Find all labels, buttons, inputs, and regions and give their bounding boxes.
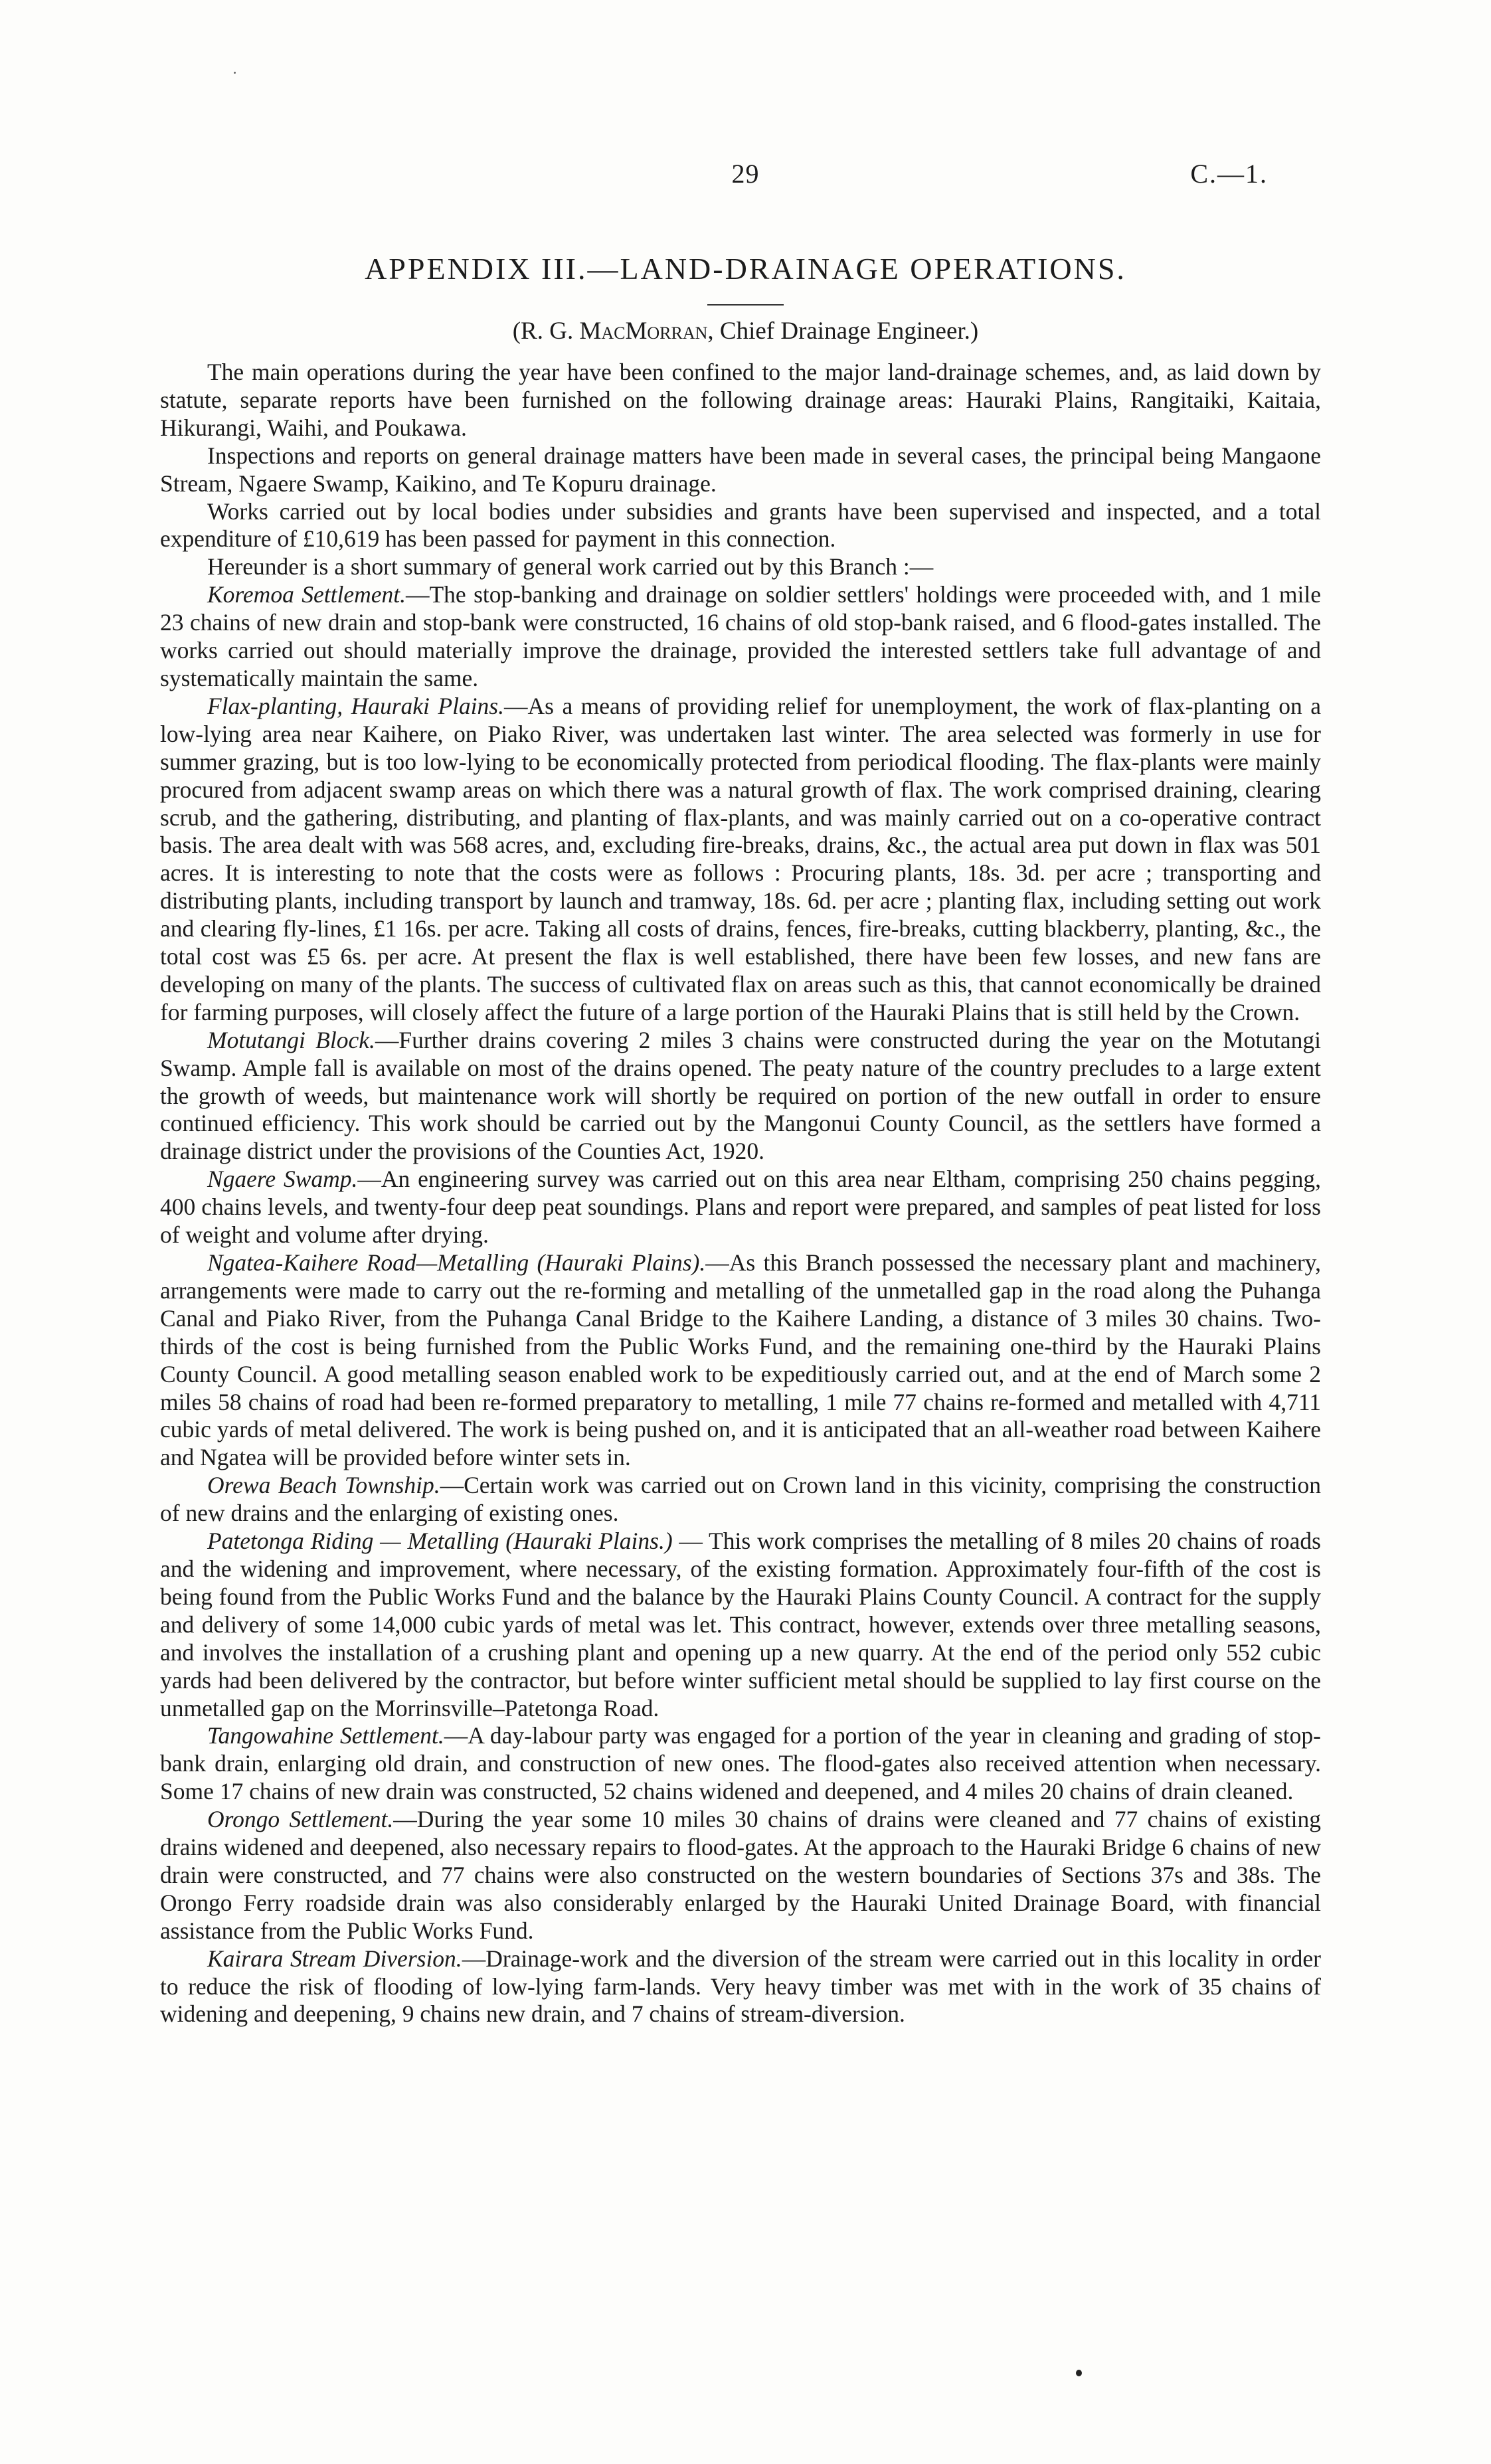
appendix-title: APPENDIX III.—LAND-DRAINAGE OPERATIONS.	[365, 252, 1126, 286]
paragraph-heading: Orewa Beach Township.	[207, 1472, 440, 1499]
paragraph-ngatea-kaihere-road	[160, 1249, 1321, 1472]
paragraph-heading: Motutangi Block.	[207, 1026, 375, 1053]
byline	[0, 317, 1491, 345]
paragraph-text: —The stop-banking and drainage on soldier settlers' holdings were proceeded with, and 1 mile 23 chains of new drain and stop-bank were constructed, 16 chains of old stop-bank raised, and 6 flood-gates installed. The works carried out should materially improve the drainage, provided the interested settlers take full advantage of and systematically maintain the same.	[160, 581, 1322, 691]
title-rule	[707, 304, 784, 306]
paragraph-kairara-stream	[160, 1945, 1321, 2029]
paragraph-heading: Flax-planting, Hauraki Plains.	[207, 692, 504, 719]
paragraph-koremoa-settlement	[160, 581, 1321, 693]
paragraph-text: —A day-labour party was engaged for a portion of the year in cleaning and grading of stop-bank drain, enlarging old drain, and construction of new ones. The flood-gates also received attention when necessary. Some 17 chains of new drain was constructed, 52 chains widened and deepened, and 4 miles 20 chains of drain cleaned.	[160, 1722, 1321, 1805]
paragraph-summary-intro	[160, 553, 1321, 581]
paragraph-text: —As a means of providing relief for unemployment, the work of flax-planting on a low-lying area near Kaihere, on Piako River, was undertaken last winter. The area selected was formerly in use for summer grazing, but is too low-lying to be economically protected from periodical flooding. The flax-plants were mainly procured from adjacent swamp areas on which there was a natural growth of flax. The work comprised draining, clearing scrub, and the gathering, distributing, and planting of flax-plants, and was mainly carried out on a co-operative contract basis. The area dealt with was 568 acres, and, excluding fire-breaks, drains, &c., the actual area put down in flax was 501 acres. It is interesting to note that the costs were as follows : Procuring plants, 18s. 3d. per acre ; transporting and distributing plants, including transport by launch and tramway, 18s. 6d. per acre ; planting flax, including setting out work and clearing fly-lines, £1 16s. per acre. Taking all costs of drains, fences, fire-breaks, cutting blackberry, planting, &c., the total cost was £5 6s. per acre. At present the flax is well established, there have been few losses, and new fans are developing on many of the plants. The success of cultivated flax on areas such as this, that cannot economically be drained for farming purposes, will closely affect the future of a large portion of the Hauraki Plains that is still held by the Crown.	[160, 692, 1322, 1025]
page-number: 29	[731, 159, 760, 189]
paragraph-text: —Further drains covering 2 miles 3 chains were constructed during the year on the Motutangi Swamp. Ample fall is available on most of the drains opened. The peaty nature of the country precludes to a large extent the growth of weeds, but maintenance work will shortly be required on portion of the new outfall in order to ensure continued efficiency. This work should be carried out by the Mangonui County Council, as the settlers have formed a drainage district under the provisions of the Counties Act, 1920.	[160, 1026, 1321, 1165]
paragraph-local-bodies	[160, 498, 1321, 554]
paragraph-text: — This work comprises the metalling of 8 miles 20 chains of roads and the widening and improvement, where necessary, of the existing formation. Approximately four-fifth of the cost is being found from the Public Works Fund and the balance by the Hauraki Plains County Council. A contract for the supply and delivery of some 14,000 cubic yards of metal was let. This contract, however, extends over three metalling seasons, and involves the installation of a crushing plant and opening up a new quarry. At the end of the period only 552 cubic yards had been delivered by the contractor, but before winter sufficient metal should be supplied to lay first course on the unmetalled gap on the Morrinsville–Patetonga Road.	[160, 1528, 1321, 1721]
paragraph-text: Hereunder is a short summary of general work carried out by this Branch :—	[207, 553, 934, 580]
paragraph-heading: Patetonga Riding — Metalling (Hauraki Plains.)	[207, 1528, 673, 1555]
paragraph-inspections	[160, 442, 1321, 498]
paragraph-heading: Ngaere Swamp.	[207, 1166, 358, 1193]
report-body	[160, 359, 1321, 2028]
paragraph-text: —An engineering survey was carried out on this area near Eltham, comprising 250 chains pegging, 400 chains levels, and twenty-four deep peat soundings. Plans and report were prepared, and samples of peat listed for loss of weight and volume after drying.	[160, 1166, 1321, 1249]
paragraph-motutangi-block	[160, 1027, 1321, 1166]
paragraph-orewa-beach	[160, 1472, 1321, 1528]
paragraph-heading: Orongo Settlement.	[207, 1806, 394, 1833]
document-reference: C.—1.	[1190, 159, 1268, 189]
scan-speck	[234, 72, 236, 74]
paragraph-ngaere-swamp	[160, 1166, 1321, 1249]
bullet-mark	[1076, 2370, 1082, 2376]
paragraph-patetonga-riding	[160, 1528, 1321, 1722]
paragraph-orongo-settlement	[160, 1806, 1321, 1945]
paragraph-flax-planting	[160, 693, 1321, 1027]
byline-open: (R. G.	[512, 317, 580, 345]
paragraph-heading: Tangowahine Settlement.	[207, 1722, 444, 1749]
byline-author-name: MacMorran	[579, 317, 708, 345]
paragraph-text: Works carried out by local bodies under subsidies and grants have been supervised and inspected, and a total expenditure of £10,619 has been passed for payment in this connection.	[160, 497, 1321, 553]
paragraph-text: —Certain work was carried out on Crown land in this vicinity, comprising the construction of new drains and the enlarging of existing ones.	[160, 1472, 1321, 1527]
paragraph-text: Inspections and reports on general drainage matters have been made in several cases, the principal being Mangaone Stream, Ngaere Swamp, Kaikino, and Te Kopuru drainage.	[160, 442, 1321, 497]
paragraph-text: —As this Branch possessed the necessary plant and machinery, arrangements were made to carry out the re-forming and metalling of the unmetalled gap in the road along the Puhanga Canal and Piako River, from the Puhanga Canal Bridge to the Kaihere Landing, a distance of 3 miles 30 chains. Two-thirds of the cost is being furnished from the Public Works Fund, and the remaining one-third by the Hauraki Plains County Council. A good metalling season enabled work to be expeditiously carried out, and at the end of March some 2 miles 58 chains of road had been re-formed preparatory to metalling, 1 mile 77 chains re-formed and metalled with 4,711 cubic yards of metal delivered. The work is being pushed on, and it is anticipated that an all-weather road between Kaihere and Ngatea will be provided before winter sets in.	[160, 1249, 1321, 1471]
paragraph-heading: Kairara Stream Diversion.	[207, 1945, 462, 1972]
paragraph-text: —Drainage-work and the diversion of the stream were carried out in this locality in order to reduce the risk of flooding of low-lying farm-lands. Very heavy timber was met with in the work of 35 chains of widening and deepening, 9 chains new drain, and 7 chains of stream-diversion.	[160, 1945, 1321, 2028]
byline-close: , Chief Drainage Engineer.)	[707, 317, 979, 345]
paragraph-heading: Ngatea-Kaihere Road—Metalling (Hauraki Plains).	[207, 1249, 706, 1276]
paragraph-text: The main operations during the year have been confined to the major land-drainage schemes, and, as laid down by statute, separate reports have been furnished on the following drainage areas: Hauraki Plains, Rangitaiki, Kaitaia, Hikurangi, Waihi, and Poukawa.	[160, 359, 1321, 441]
paragraph-text: —During the year some 10 miles 30 chains of drains were cleaned and 77 chains of existing drains widened and deepened, also necessary repairs to flood-gates. At the approach to the Hauraki Bridge 6 chains of new drain were constructed, and 77 chains were also constructed on the western boundaries of Sections 37s and 38s. The Orongo Ferry roadside drain was also considerably enlarged by the Hauraki United Drainage Board, with financial assistance from the Public Works Fund.	[160, 1806, 1321, 1944]
paragraph-tangowahine-settlement	[160, 1722, 1321, 1806]
paragraph-heading: Koremoa Settlement.	[207, 581, 406, 608]
paragraph-main-operations	[160, 359, 1321, 442]
